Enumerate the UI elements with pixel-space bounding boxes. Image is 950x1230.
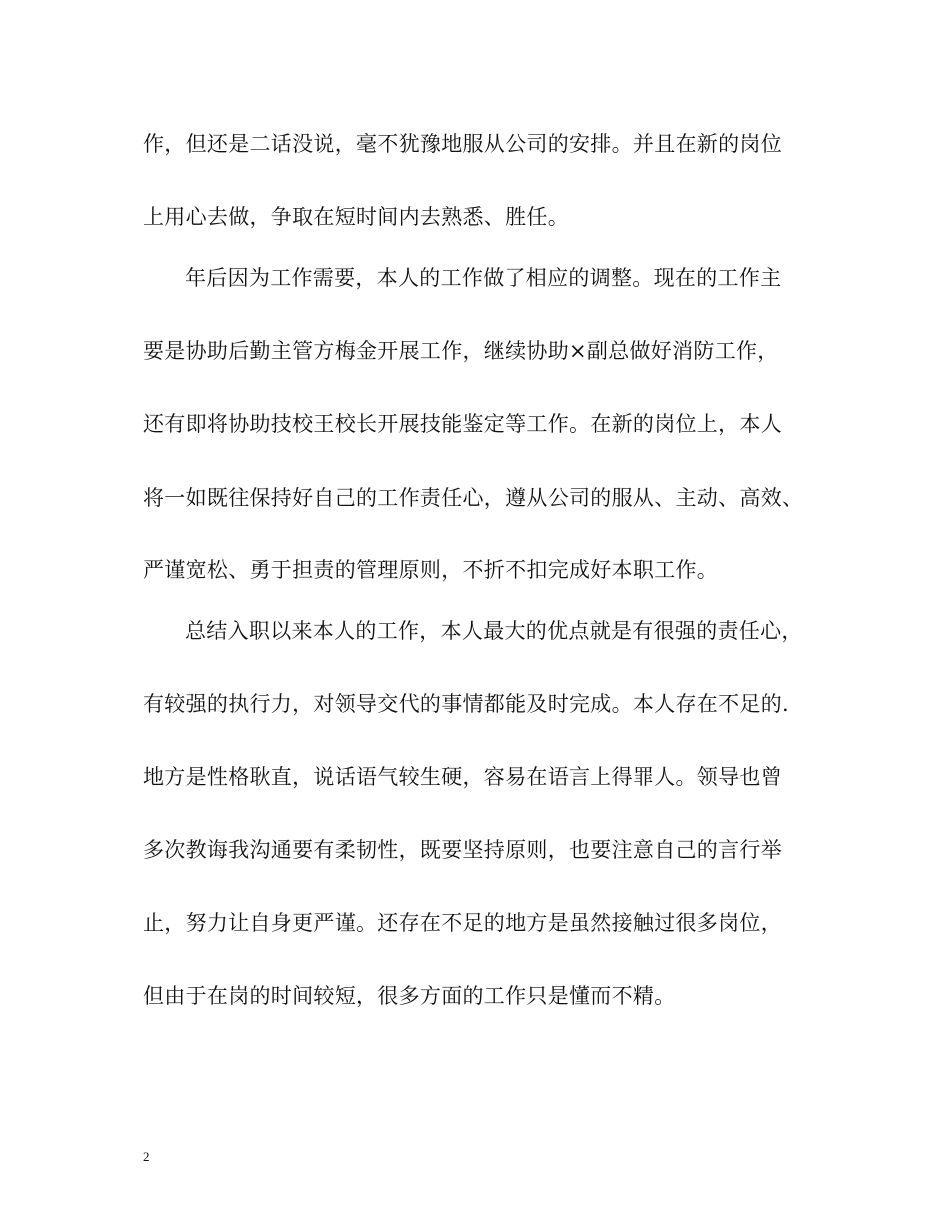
text-line: 严谨宽松、勇于担责的管理原则，不折不扣完成好本职工作。: [143, 558, 719, 582]
text-line: 止，努力让自身更严谨。还存在不足的地方是虽然接触过很多岗位，: [143, 911, 782, 935]
paragraph-first-line: 年后因为工作需要，本人的工作做了相应的调整。现在的工作主: [185, 266, 782, 290]
text-line: 将一如既往保持好自己的工作责任心，遵从公司的服从、主动、高效、: [143, 486, 804, 510]
text-line: 多次教诲我沟通要有柔韧性，既要坚持原则，也要注意自己的言行举: [143, 838, 782, 862]
text-line: 有较强的执行力，对领导交代的事情都能及时完成。本人存在不足的.: [143, 692, 789, 716]
text-line: 要是协助后勤主管方梅金开展工作，继续协助×副总做好消防工作，: [143, 339, 779, 363]
text-line: 还有即将协助技校王校长开展技能鉴定等工作。在新的岗位上，本人: [143, 412, 782, 436]
text-line: 上用心去做，争取在短时间内去熟悉、胜任。: [143, 205, 569, 229]
text-line: 但由于在岗的时间较短，很多方面的工作只是懂而不精。: [143, 984, 676, 1008]
text-line: 作，但还是二话没说，毫不犹豫地服从公司的安排。并且在新的岗位: [143, 132, 782, 156]
page-number: 2: [143, 1149, 150, 1164]
text-line: 地方是性格耿直，说话语气较生硬，容易在语言上得罪人。领导也曾: [143, 765, 782, 789]
paragraph-first-line: 总结入职以来本人的工作，本人最大的优点就是有很强的责任心，: [185, 619, 803, 643]
